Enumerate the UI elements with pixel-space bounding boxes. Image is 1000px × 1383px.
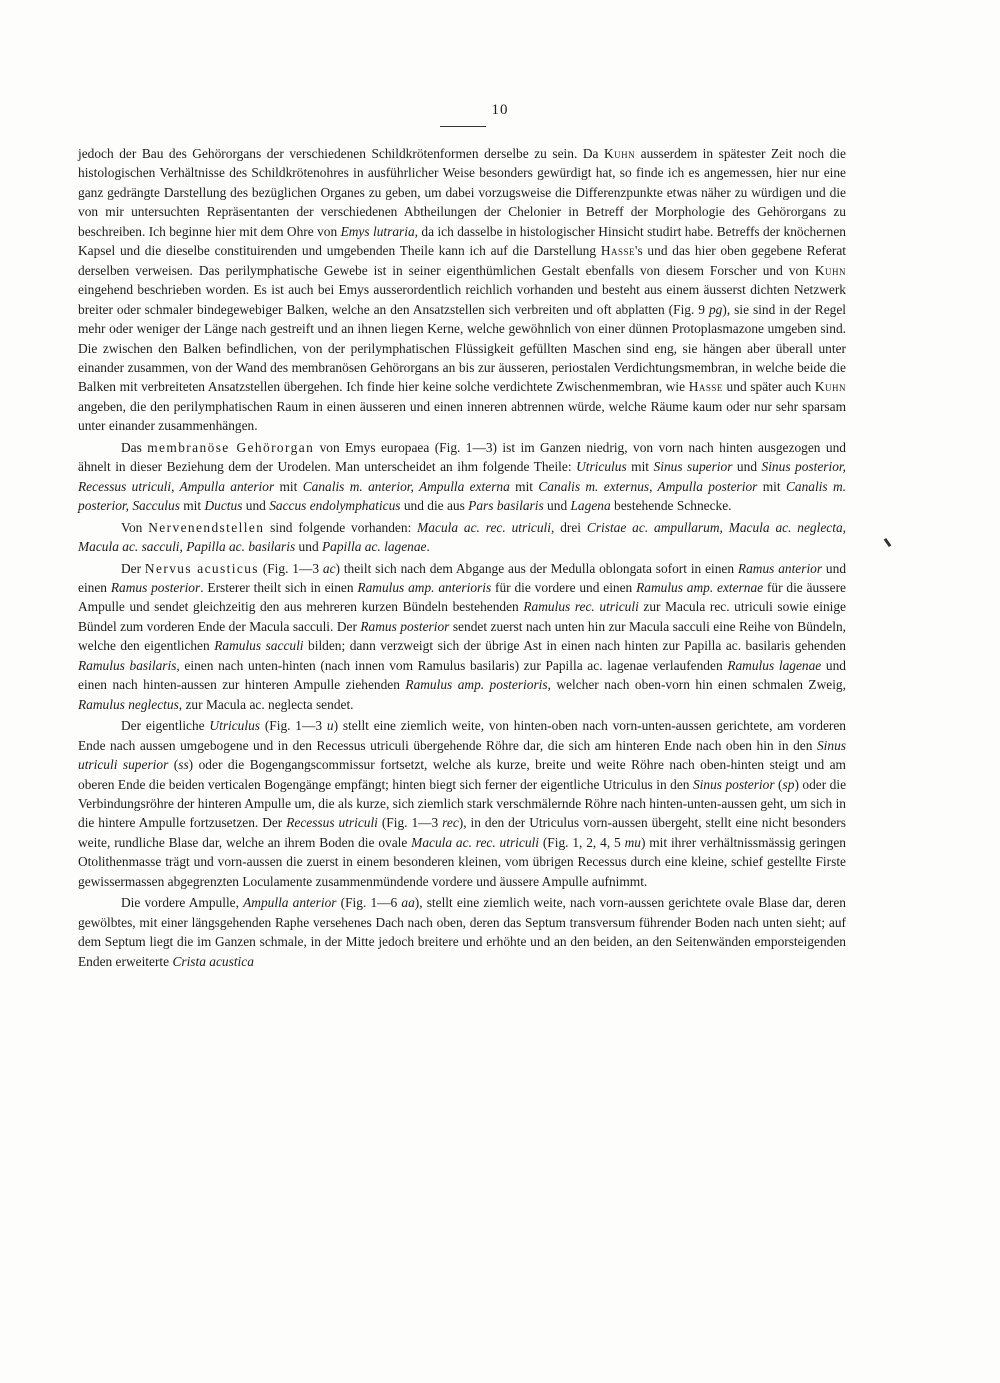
italic-run: Utriculus xyxy=(209,718,261,734)
text-run: von Emys europaea (Fig. 1—3) ist im Ganzen niedrig, von vorn nach hinten ausgezogen und ähnelt in dieser Beziehung dem der Urodelen. Man unterscheidet an ihm folgende Theile: xyxy=(78,439,846,475)
text-run: Der eigentliche xyxy=(121,718,210,734)
text-run: mit xyxy=(179,498,205,514)
text-run: ) theilt sich nach dem Abgange aus der Medulla oblongata sofort in einen xyxy=(335,560,738,576)
paragraph-3 xyxy=(78,518,846,557)
italic-run: Cristae ac. ampullarum, Macula ac. neglecta, Macula ac. sacculi, Papilla ac. basilaris xyxy=(78,519,847,555)
spaced-heading-run: membranöse Gehörorgan xyxy=(147,439,315,455)
text-run: sind folgende vorhanden: xyxy=(264,519,418,535)
text-run: . Ersterer theilt sich in einen xyxy=(200,579,358,595)
italic-run: pg xyxy=(708,301,723,317)
paragraph-1 xyxy=(78,144,846,436)
text-run: eingehend beschrieben worden. Es ist auch bei Emys ausserordentlich reichlich vorhanden und besteht aus einem äusserst dichten Netzwerk breiter oder schmaler bindegewebiger Balken, welche an den Ansatzstellen sich verbreiten und oft abplatten (Fig. 9 xyxy=(78,282,846,317)
spaced-heading-run: Nervenendstellen xyxy=(148,519,265,535)
text-run: (Fig. 1—6 xyxy=(336,895,402,911)
italic-run: Ampulla anterior xyxy=(243,895,337,911)
italic-run: Ramulus lagenae xyxy=(727,657,822,673)
paragraph-6 xyxy=(78,893,846,971)
italic-run: Macula ac. rec. utriculi xyxy=(411,834,539,850)
text-run: , da ich dasselbe in histologischer Hinsicht studirt habe. Betreffs der knöchernen Kapsel und die dieselbe constituirenden und umgebenden Theile kann ich auf die Darstellung xyxy=(78,223,846,259)
text-run: mit xyxy=(509,478,539,494)
paragraph-4 xyxy=(78,559,846,715)
italic-run: Sinus posterior xyxy=(692,776,775,792)
text-run: ) oder die Verbindungsröhre der hinteren Ampulle um, die als kurze, sich ziemlich stark verschmälernde Röhre nach hinten-unten-aussen geht, um sich in die hintere Ampulle fortzusetzen. Der xyxy=(78,776,847,831)
italic-run: Canalis m. anterior, Ampulla externa xyxy=(302,478,510,494)
text-run: und einen xyxy=(78,560,847,595)
italic-run: mu xyxy=(624,834,641,850)
text-run: , welcher nach oben-vorn hin einen schmalen Zweig, xyxy=(547,677,846,693)
text-run: ), stellt eine ziemlich weite, nach vorn-aussen gerichtete ovale Blase dar, deren gewölbtes, mit einer längsgehenden Raphe versehenes Dach nach oben, deren das Septum transversum führender Boden nach unten sieht; auf dem Septum liegt die im Ganzen schmale, in der Mitte jedoch breitere und erhöhte und an den beiden, an den Seitenwänden emporsteigenden Enden erweiterte xyxy=(78,895,846,969)
text-run: ) mit ihrer verhältnissmässig geringen Otolithenmasse trägt und vorn-aussen die zuerst in einem besonderen kleinen, vom übrigen Recessus durch eine kleine, schief gestellte Firste gewissermassen abgegrenzten Loculamente zusammenmündende vordere und äussere Ampulle aufnimmt. xyxy=(78,834,846,889)
page-number: 10 xyxy=(491,102,509,118)
text-run: bestehende Schnecke. xyxy=(610,498,732,514)
author-name-run: Hasse xyxy=(600,243,636,259)
italic-run: sp xyxy=(782,776,795,792)
text-run: ausserdem in spätester Zeit noch die histologischen Verhältnisse des Schildkrötenohres in ausführlicher Weise besonders gewürdigt hat, so finde ich es angemessen, hier nur eine ganz gedrängte Darstellung des bezüglichen Organes zu geben, um dabei vorzugsweise die Differenzpunkte etwas näher zu würdigen und die von mir untersuchten Repräsentanten der verschiedenen Abtheilungen der Chelonier in Betreff der Morphologie des Gehörorgans zu beschreiben. Ich beginne hier mit dem Ohre von xyxy=(78,146,846,239)
italic-run: Lagena xyxy=(570,498,611,514)
italic-run: Sinus superior xyxy=(653,459,733,475)
italic-run: Macula ac. rec. utriculi xyxy=(417,519,551,535)
text-run: und später auch xyxy=(722,379,815,395)
margin-mark xyxy=(884,538,892,547)
italic-run: Ductus xyxy=(204,498,243,514)
body-text xyxy=(78,144,846,971)
text-run: mit xyxy=(757,478,786,494)
text-run: und xyxy=(295,539,322,555)
text-run: , drei xyxy=(551,519,587,535)
italic-run: Emys lutraria xyxy=(340,223,415,239)
text-run: ( xyxy=(168,757,179,773)
text-run: , einen nach unten-hinten (nach innen vom Ramulus basilaris) zur Papilla ac. lagenae verlaufenden xyxy=(176,657,728,673)
italic-run: Ramus posterior xyxy=(360,618,450,634)
text-run: 's und das hier oben gegebene Referat derselben verweisen. Das perilymphatische Gewebe ist in seiner eigenthümlichen Gestalt ebenfalls von diesem Forscher und von xyxy=(78,243,847,278)
text-run: und einen nach hinten-aussen zur hinteren Ampulle ziehenden xyxy=(78,657,846,693)
text-run: (Fig. 1—3 xyxy=(260,718,327,734)
italic-run: Crista acustica xyxy=(172,953,254,969)
italic-run: Ramus posterior xyxy=(110,579,201,595)
text-run: (Fig. 1, 2, 4, 5 xyxy=(538,834,625,850)
paragraph-5 xyxy=(78,716,846,891)
text-run: , zur Macula ac. neglecta sendet. xyxy=(178,696,354,712)
text-run: ) stellt eine ziemlich weite, von hinten-oben nach vorn-unten-aussen gerichtete, am vorderen Ende nach aussen umgebogene und in den Recessus utriculi übergehende Röhre dar, die sich am hinteren Ende nach oben hin in den xyxy=(78,718,846,753)
text-run: und die aus xyxy=(400,498,469,514)
italic-run: ac xyxy=(322,560,336,576)
spaced-heading-run: Nervus acusticus xyxy=(144,560,259,576)
italic-run: Ramulus amp. posterioris xyxy=(405,677,548,693)
italic-run: Saccus endolymphaticus xyxy=(269,498,401,514)
text-run: sendet zuerst nach unten hin zur Macula sacculi eine Reihe von Bündeln, welche den eigentlichen xyxy=(78,618,847,654)
text-run: ( xyxy=(774,776,783,792)
italic-run: Ramus anterior xyxy=(737,560,823,576)
text-run: für die äussere Ampulle und sendet gleichzeitig den aus mehreren kurzen Bündeln bestehenden xyxy=(78,579,846,615)
text-run: mit xyxy=(274,478,303,494)
text-run: jedoch der Bau des Gehörorgans der verschiedenen Schildkrötenformen derselbe zu sein. Da xyxy=(78,146,604,161)
author-name-run: Kuhn xyxy=(814,379,846,395)
italic-run: Sinus posterior, Recessus utriculi, Ampulla anterior xyxy=(78,459,846,494)
text-run: ), sie sind in der Regel mehr oder weniger der Länge nach gestreift und an ihnen liegen Kerne, welche gewöhnlich von einer dünnen Protoplasmazone umgeben sind. Die zwischen den Balken befindlichen, von der perilymphatischen Flüssigkeit gefüllten Maschen sind eng, sie hängen aber überall unter einander zusammen, von der Wand des membranösen Gehörorgans an bis zur äusseren, periostalen Verdichtungsmembran, in welche beide die Balken mit verbreiteten Ansatzstellen übergehen. Ich finde hier keine solche verdichtete Zwischenmembran, wie xyxy=(78,301,846,395)
italic-run: Sinus utriculi superior xyxy=(78,737,846,773)
italic-run: Ramulus rec. utriculi xyxy=(523,599,639,615)
text-run: (Fig. 1—3 xyxy=(258,560,323,576)
text-run: Das xyxy=(121,439,148,455)
italic-run: Ramulus neglectus xyxy=(78,696,179,712)
italic-run: Canalis m. externus, Ampulla posterior xyxy=(538,478,758,494)
italic-run: Pars basilaris xyxy=(468,498,544,514)
italic-run: Utriculus xyxy=(576,459,627,475)
text-run: mit xyxy=(626,459,654,475)
text-run: bilden; dann verzweigt sich der übrige Ast in einen nach hinten zur Papilla ac. basilaris gehenden xyxy=(303,638,846,654)
text-run: und xyxy=(543,498,571,514)
italic-run: Ramulus basilaris xyxy=(78,657,177,673)
text-run: und xyxy=(242,498,270,514)
author-name-run: Kuhn xyxy=(603,146,636,161)
text-run: angeben, die den perilymphatischen Raum in einen äusseren und einen inneren abtrennen würde, welche Räume kaum oder nur sehr sparsam unter einander zusammenhängen. xyxy=(78,398,846,434)
text-run: ) oder die Bogengangscommissur fortsetzt, welche als kurze, breite und weite Röhre nach oben-hinten steigt und am oberen Ende die beiden verticalen Bogengänge empfängt; hinten biegt sich ferner der eigentliche Utriculus in den xyxy=(78,757,846,792)
italic-run: Ramulus sacculi xyxy=(214,638,304,654)
text-run: Die vordere Ampulle, xyxy=(121,895,244,911)
italic-run: ss xyxy=(178,757,189,773)
text-run: Der xyxy=(121,560,145,576)
italic-run: Papilla ac. lagenae xyxy=(321,539,427,555)
italic-run: Recessus utriculi xyxy=(286,815,378,831)
text-run: . xyxy=(426,539,430,555)
text-run: zur Macula rec. utriculi sowie einige Bündel zum vorderen Ende der Macula sacculi. Der xyxy=(78,599,846,634)
text-run: für die vordere und einen xyxy=(491,579,637,595)
italic-run: Ramulus amp. anterioris xyxy=(357,579,492,595)
paragraph-2 xyxy=(78,438,846,516)
author-name-run: Hasse xyxy=(688,379,723,395)
italic-run: u xyxy=(326,718,334,734)
italic-run: Canalis m. posterior, Sacculus xyxy=(78,478,846,514)
italic-run: aa xyxy=(401,895,415,911)
author-name-run: Kuhn xyxy=(814,262,846,278)
italic-run: Ramulus amp. externae xyxy=(636,579,764,595)
text-run: Von xyxy=(121,519,149,535)
italic-run: rec xyxy=(442,815,459,831)
page-number-rule xyxy=(440,126,486,127)
text-run: ), in den der Utriculus vorn-aussen übergeht, stellt eine nicht besonders weite, rundliche Blase dar, welche an ihrem Boden die ovale xyxy=(78,815,846,850)
text-run: und xyxy=(732,459,762,475)
text-run: (Fig. 1—3 xyxy=(377,815,443,831)
